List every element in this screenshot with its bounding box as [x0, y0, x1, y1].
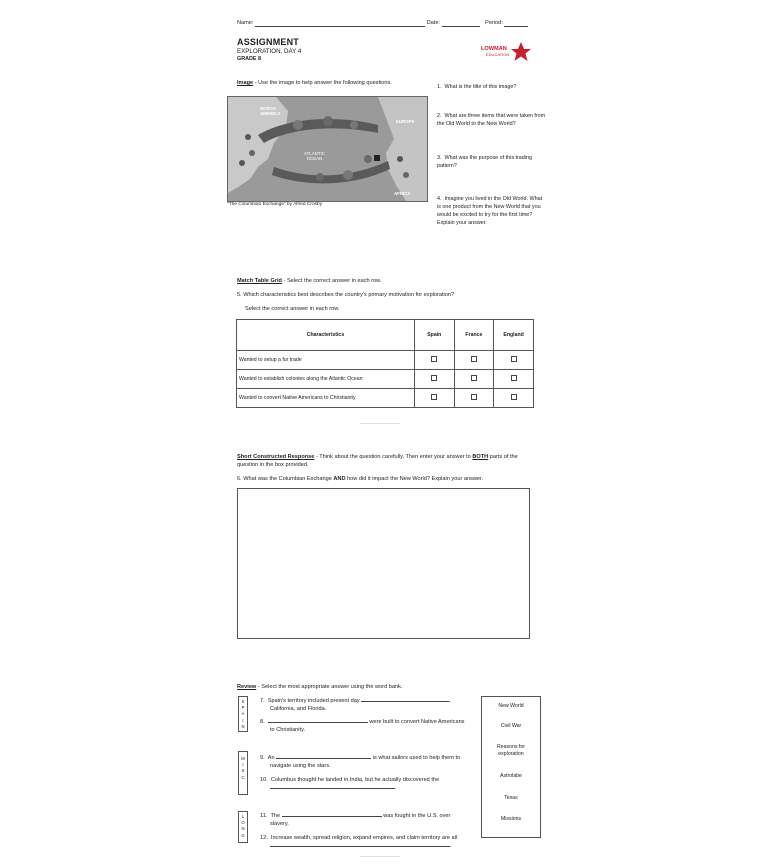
checkbox-england[interactable] [511, 375, 517, 381]
col-characteristics: Characteristics [237, 320, 415, 351]
row-label: Wanted to setup a fur trade [237, 351, 415, 370]
columbian-exchange-map [227, 96, 428, 202]
review-item-9 [260, 754, 475, 770]
review-instruction [237, 683, 402, 691]
word-bank-item[interactable]: Civil War [500, 723, 522, 729]
question-6-b: how did it impact the New World? Explain your answer. [345, 476, 484, 482]
word-bank-item[interactable]: Astrolabe [500, 773, 522, 779]
scr-instruction-a: - Think about the question carefully. Then enter your answer to [314, 454, 473, 460]
answer-blank[interactable] [268, 722, 368, 723]
item-num: 11. [260, 813, 268, 819]
item-text-cont: navigate using the stars. [270, 763, 331, 769]
map-label-atlantic: ATLANTIC OCEAN [304, 151, 325, 161]
item-text: The [270, 813, 281, 819]
image-instruction-text: - Use the image to help answer the following questions. [253, 80, 392, 86]
item-text-b: was fought in the U.S. over [383, 813, 451, 819]
table-row [237, 389, 534, 408]
match-instruction-text: - Select the correct answer in each row. [281, 278, 382, 284]
item-text: Increase wealth, spread religion, expand empires, and claim territory are all [270, 835, 458, 841]
question-6 [237, 475, 483, 483]
date-label: Date: [426, 20, 440, 26]
question-3-text: What was the purpose of this trading pattern? [437, 155, 532, 169]
word-bank-item[interactable]: Reasons for exploration [497, 744, 525, 757]
question-1-text: What is the title of this image? [444, 84, 517, 90]
header-row [237, 19, 537, 27]
review-item-8 [260, 718, 475, 734]
date-field[interactable] [442, 26, 480, 27]
answer-blank[interactable] [276, 758, 371, 759]
question-5: 5. Which characteristics best describes the country's primary motivation for exploration? [237, 292, 455, 298]
question-4 [437, 195, 547, 227]
logo-text-1: LOWMAN [481, 46, 507, 52]
item-num: 7. [260, 698, 265, 704]
select-note: Select the correct answer in each row. [245, 306, 340, 312]
page-subtitle: EXPLORATION, DAY 4 [237, 48, 302, 55]
review-item-7: 7. Spain's territory included present day , California, and Florida. [260, 698, 451, 712]
scr-instruction-bold: BOTH [472, 454, 489, 460]
image-caption: "The Columbian Exchange" by Alfred Crosby [227, 202, 323, 207]
map-label-europe: EUROPE [396, 119, 415, 124]
name-label: Name: [237, 20, 254, 26]
item-text: Columbus thought he landed in India, but he actually discovered the [270, 777, 440, 783]
page-footer-mark [360, 423, 400, 424]
checkbox-france[interactable] [471, 394, 477, 400]
answer-blank[interactable] [282, 816, 382, 817]
answer-blank[interactable] [270, 788, 395, 789]
response-textbox[interactable] [237, 488, 530, 639]
col-france: France [454, 320, 494, 351]
question-1-num: 1. [437, 84, 442, 90]
item-text-cont: slavery. [270, 821, 289, 827]
review-heading: Review [237, 684, 257, 690]
answer-blank[interactable] [270, 846, 450, 847]
group-label-misc: M I S C [238, 751, 248, 795]
scr-heading: Short Constructed Response [237, 454, 315, 460]
review-instruction-text: - Select the most appropriate answer using the word bank. [256, 684, 403, 690]
item-text-cont: California, and Florida. [270, 706, 327, 712]
question-2-num: 2. [437, 113, 442, 119]
match-heading: Match Table Grid [237, 278, 282, 284]
question-3-num: 3. [437, 155, 442, 161]
image-instruction [237, 79, 392, 87]
item-num: 12. [260, 835, 268, 841]
review-item-11 [260, 812, 475, 828]
item-text-cont: to Christianity. [270, 727, 306, 733]
checkbox-england[interactable] [511, 394, 517, 400]
checkbox-spain[interactable] [431, 356, 437, 362]
question-3 [437, 154, 542, 170]
map-label-north-america: NORTH AMERICA [260, 106, 281, 116]
scr-instruction [237, 453, 522, 469]
question-6-a: 6. What was the Columbian Exchange [237, 476, 334, 482]
logo [480, 41, 532, 63]
logo-text-2: EDUCATION [486, 52, 510, 57]
name-field[interactable] [255, 26, 425, 27]
item-text: were built to convert Native Americans [369, 719, 465, 725]
match-instruction [237, 277, 381, 285]
row-label: Wanted to convert Native Americans to Christianity [237, 389, 415, 408]
checkbox-spain[interactable] [431, 375, 437, 381]
page-title: ASSIGNMENT [237, 37, 300, 47]
map-label-africa: AFRICA [394, 191, 411, 196]
word-bank-item[interactable]: New World [498, 703, 524, 709]
checkbox-france[interactable] [471, 375, 477, 381]
item-num: 9. [260, 755, 265, 761]
col-spain: Spain [414, 320, 454, 351]
checkbox-england[interactable] [511, 356, 517, 362]
item-text: An [267, 755, 275, 761]
word-bank [481, 696, 541, 838]
image-heading: Image [237, 80, 254, 86]
page-footer-mark [360, 856, 400, 857]
period-label: Period: [485, 20, 503, 26]
item-num: 8. [260, 719, 265, 725]
match-table [236, 319, 534, 408]
question-6-bold: AND [333, 476, 346, 482]
table-row [237, 351, 534, 370]
item-num: 10. [260, 777, 268, 783]
scr-instruction-b: parts of the question in the box provided. [237, 454, 518, 468]
col-england: England [494, 320, 534, 351]
grade-label: GRADE 8 [237, 56, 261, 62]
question-2-text: What are three items that were taken from the Old World to the New World? [437, 113, 546, 127]
table-row [237, 370, 534, 389]
checkbox-france[interactable] [471, 356, 477, 362]
word-bank-item[interactable]: Missions [500, 816, 522, 822]
period-field[interactable] [504, 26, 528, 27]
item-text: Spain's territory included present day [267, 698, 360, 704]
review-item-12: 12. Increase wealth, spread religion, expand empires, and claim territory are all . [260, 835, 458, 849]
item-text-b: is what sailors used to help them to [372, 755, 461, 761]
answer-blank[interactable] [361, 701, 449, 702]
group-label-spain: S P A I N [238, 696, 248, 732]
question-1 [437, 83, 547, 91]
word-bank-item[interactable]: Texas [504, 795, 518, 801]
review-item-10: 10. Columbus thought he landed in India, but he actually discovered the . [260, 777, 440, 791]
question-4-text: Imagine you lived in the Old World. What is one product from the New World that you would be excited to try for the first time? Explain your answer. [437, 196, 543, 226]
group-label-long: L O N G [238, 811, 248, 843]
question-2 [437, 112, 549, 128]
question-4-num: 4. [437, 196, 442, 202]
row-label: Wanted to establish colonies along the Atlantic Ocean [237, 370, 415, 389]
checkbox-spain[interactable] [431, 394, 437, 400]
